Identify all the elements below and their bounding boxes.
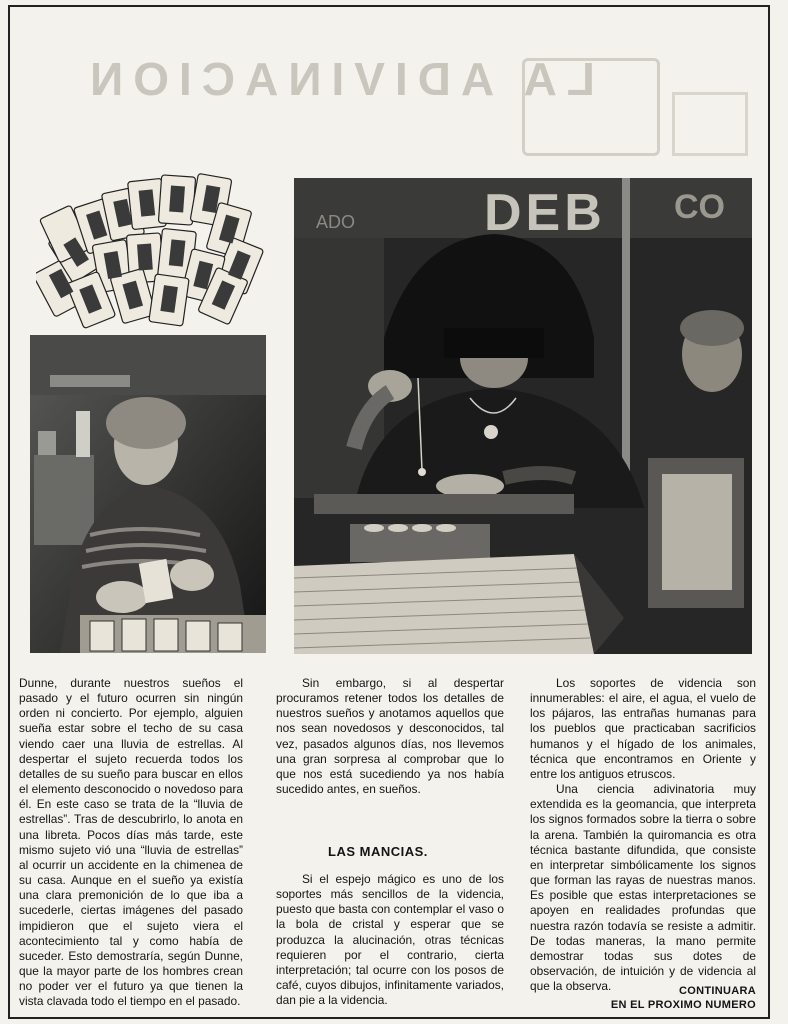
photo-fortune-teller (294, 178, 752, 654)
continued-notice (530, 984, 756, 1012)
photo-old-woman-with-cards (30, 335, 266, 653)
continued-line-2: EN EL PROXIMO NUMERO (610, 999, 756, 1011)
svg-text:DEB: DEB (484, 184, 606, 242)
article-column-2 (276, 676, 504, 797)
column1-paragraph: Dunne, durante nuestros sueños el pasado y el futuro ocurren sin ningún orden ni concierto. Por ejemplo, alguien sueña estar sobre el techo de su casa viendo caer una lluvia de estrellas. Al despertar el sujeto recuerda todos los detalles de su sueño para buscar en ellos el elemento desconocido o novedoso para él. En este caso se trata de la “lluvia de estrellas”. Tras de descubrirlo, lo anota en una libreta. Pocos días más tarde, este mismo sujeto vió una “lluvia de estrellas” al ocurrir un accidente en la chimenea de su casa. Aunque en el sueño ya existía una clara premonición de lo que iba a sucederle, ciertas imágenes del pasado impidieron que el sujeto viera el acontecimiento tal y como había de suceder. Esto demostraría, según Dunne, que la mayor parte de los hombres crean no poder ver el futuro ya que tienen la vista clavada todo el tiempo en el pasado. (19, 676, 243, 1009)
article-column-2-lower (276, 872, 504, 1008)
continued-line-1: CONTINUARA (679, 985, 756, 997)
column2-paragraph-2: Si el espejo mágico es uno de los soportes más sencillos de la videncia, puesto que basta con contemplar el vaso o la bola de cristal y esperar que se produzca la alucinación, otras técnicas requieren por el contrario, cierta interpretación; tal ocurre con los posos de café, cuyos dibujos, infinitamente variados, dan pie a la videncia. (276, 872, 504, 1008)
bleed-through-box (522, 58, 660, 156)
svg-text:CO: CO (674, 188, 725, 226)
article-column-3 (530, 676, 756, 994)
column3-paragraph-1: Los soportes de videncia son innumerables: el aire, el agua, el vuelo de los pájaros, las entrañas humanas para los pueblos que practicaban sacrificios humanos y el hígado de los animales, técnica que encontramos en Oriente y entre los antiguos etruscos. (530, 676, 756, 781)
bleed-through-box-small (672, 92, 748, 156)
section-heading-las-mancias: LAS MANCIAS. (328, 844, 428, 859)
column2-paragraph-1: Sin embargo, si al despertar procuramos retener todos los detalles de nuestros sueños y anotamos aquellos que nos sean novedosos y desconocidos, tal vez, pasados algunos días, nos llevemos una gran sorpresa al comprobar que lo que nos está sucediendo ya nos había sucedido antes, en sueños. (276, 676, 504, 797)
playing-cards-illustration (36, 172, 268, 332)
column3-paragraph-2: Una ciencia adivinatoria muy extendida es la geomancia, que interpreta los signos formados sobre la tierra o sobre la arena. También la quiromancia es otra técnica bastante difundida, que consiste en interpretar simbólicamente los signos que forman las rayas de nuestras manos. Es posible que estas interpretaciones se apoyen en realidades profundas que nuestra razón todavía se resiste a admitir. De todas maneras, la mano permite demostrar todas sus dotes de observación, de intuición y de videncia al que la observa. (530, 782, 756, 994)
bleed-through-title: LA ADIVINACION (80, 53, 595, 105)
svg-text:ADO: ADO (316, 212, 356, 232)
article-column-1 (19, 676, 243, 1009)
